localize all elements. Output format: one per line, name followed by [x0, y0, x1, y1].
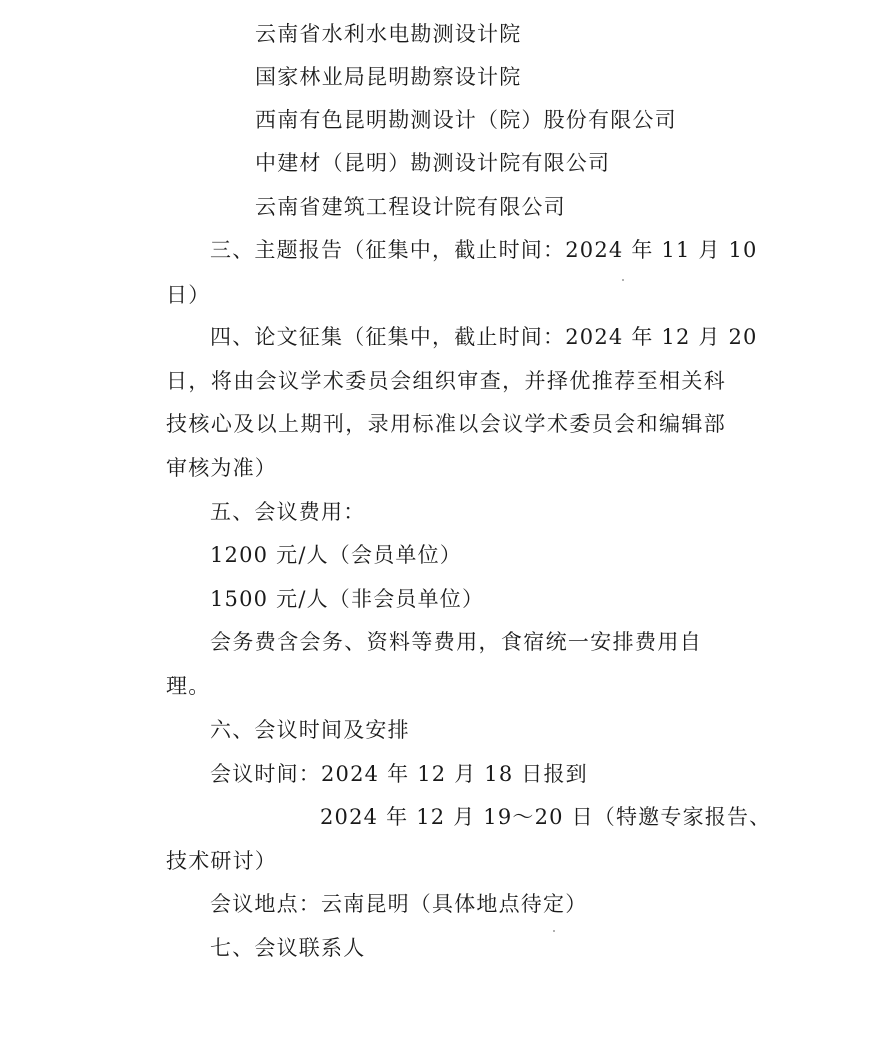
section3-continuation: 日） — [166, 283, 211, 307]
org-line: 西南有色昆明勘测设计（院）股份有限公司 — [255, 108, 677, 132]
fee-nonmember: 1500 元/人（非会员单位） — [210, 587, 485, 611]
org-line: 国家林业局昆明勘察设计院 — [255, 65, 522, 89]
section4-body-line: 审核为准） — [166, 456, 277, 480]
fee-note-continuation: 理。 — [166, 674, 211, 698]
section5-heading: 五、会议费用： — [210, 500, 366, 524]
section4-heading: 四、论文征集（征集中，截止时间：2024 年 12 月 20 — [210, 325, 758, 349]
meeting-time: 会议时间：2024 年 12 月 18 日报到 — [210, 762, 588, 786]
scan-speck — [553, 930, 555, 932]
fee-member: 1200 元/人（会员单位） — [210, 543, 462, 567]
meeting-time-sessions: 2024 年 12 月 19～20 日（特邀专家报告、 — [320, 805, 772, 829]
org-line: 中建材（昆明）勘测设计院有限公司 — [255, 151, 611, 175]
meeting-venue: 会议地点：云南昆明（具体地点待定） — [210, 892, 588, 916]
section4-body-line: 日，将由会议学术委员会组织审查，并择优推荐至相关科 — [166, 369, 726, 393]
section6-heading: 六、会议时间及安排 — [210, 718, 410, 742]
org-line: 云南省水利水电勘测设计院 — [255, 22, 522, 46]
section4-body-line: 技核心及以上期刊，录用标准以会议学术委员会和编辑部 — [166, 412, 726, 436]
meeting-time-continuation: 技术研讨） — [166, 849, 277, 873]
scan-speck — [622, 279, 624, 281]
section3-heading: 三、主题报告（征集中，截止时间：2024 年 11 月 10 — [210, 238, 758, 262]
org-line: 云南省建筑工程设计院有限公司 — [255, 195, 566, 219]
section7-heading: 七、会议联系人 — [210, 936, 366, 960]
fee-note: 会务费含会务、资料等费用，食宿统一安排费用自 — [210, 630, 702, 654]
